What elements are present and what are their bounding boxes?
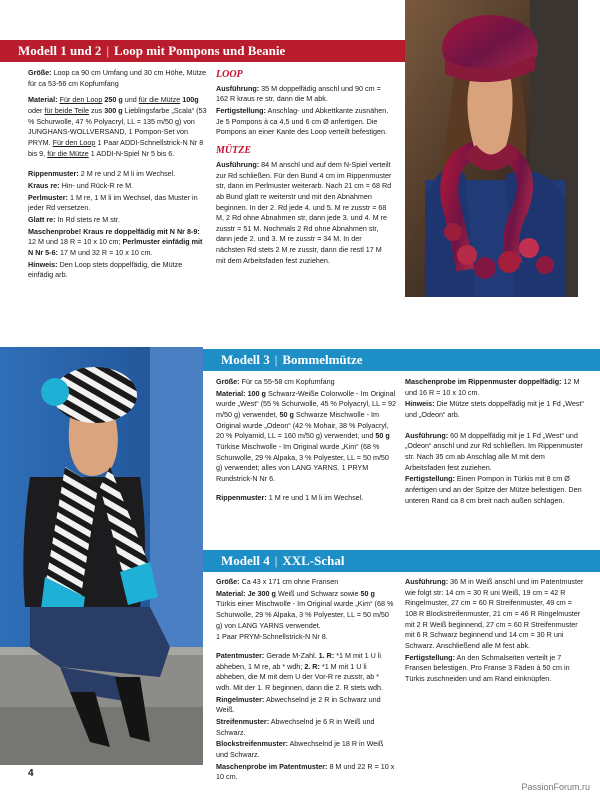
- perlmuster-paragraph: [28, 193, 208, 214]
- groesse-paragraph: [28, 68, 208, 89]
- groesse-paragraph: [216, 377, 396, 388]
- text: Lieblingsfarbe „Scala“ (53 % Schurwolle, 47 % Polyacryl, LL = 135 m/50 g) von JUNGHANS-WOLLVERSAND, 1 Pompon-Set von PRYM.: [28, 105, 207, 147]
- text: Ca 43 x 171 cm ohne Fransen: [241, 577, 339, 586]
- label: Maschenprobe im Patentmuster:: [216, 761, 328, 771]
- ausfuehrung-paragraph: [405, 431, 585, 474]
- material-loop-underlined: Für den Loop: [59, 95, 103, 105]
- text: Den Loop stets doppelfädig, die Mütze einfädig arb.: [28, 259, 183, 280]
- text: Die Mütze stets doppelfädig mit je 1 Fd „West“ und „Odeon“ arb.: [405, 399, 584, 419]
- text: Abwechselnd je 6 R in Weiß und Schwarz.: [216, 716, 375, 737]
- material-loop-underlined: Für den Loop: [52, 137, 96, 147]
- text: *1 M mit 1 U li abheben, die M mit dem U der Vor-R re zusstr, ab * wdh. Mit der 1. R beginnen, dann die 2. R stets wdh.: [216, 661, 384, 692]
- kraus-paragraph: [28, 181, 208, 192]
- label: Maschenprobe im Rippenmuster doppelfädig:: [405, 377, 562, 386]
- label: Streifenmuster:: [216, 716, 270, 726]
- heading-subtitle: XXL-Schal: [282, 553, 345, 568]
- ausfuehrung-paragraph: [405, 577, 585, 652]
- text: 1 ADDI-N-Spiel Nr 5 bis 6.: [90, 148, 175, 158]
- loop-subheading: LOOP: [216, 69, 243, 80]
- label: Rippenmuster:: [216, 492, 267, 502]
- label: Blockstreifenmuster:: [216, 739, 288, 749]
- streifenmuster-paragraph: [216, 717, 396, 738]
- text: 12 M und 16 R = 10 x 10 cm.: [405, 377, 580, 397]
- patentmuster-paragraph: [216, 651, 396, 694]
- text: oder: [28, 105, 43, 115]
- rippenmuster-paragraph: [28, 169, 208, 180]
- text: 17 M und 32 R = 10 x 10 cm.: [59, 247, 153, 257]
- text: Gerade M-Zahl.: [266, 650, 317, 660]
- text: 8 M und 22 R = 10 x 10 cm.: [216, 761, 395, 782]
- text: Anschlag- und Abkettkante zusnähen. Je 5 Pompons à ca 4,5 und 6 cm Ø anfertigen. Die Pompons an einer Kante des Loop verteilt befestigen.: [216, 106, 389, 137]
- section-heading-modell-4: [203, 550, 600, 572]
- text: und: [124, 95, 137, 105]
- photo-red-loop-beanie: [405, 0, 578, 297]
- material-weight: 50 g: [360, 588, 375, 598]
- maschenprobe-paragraph: [28, 227, 208, 259]
- label: Fertigstellung:: [405, 652, 455, 662]
- modell-4-left-column: [216, 577, 396, 789]
- label: Hinweis:: [28, 259, 58, 269]
- text: Loop ca 90 cm Umfang und 30 cm Höhe, Mütze für ca 53-56 cm Kopfumfang: [28, 68, 207, 88]
- label: Glatt re:: [28, 214, 56, 224]
- text: *1 M mit 1 U li abheben, 1 M re, ab * wdh;: [216, 650, 381, 671]
- label: Ausführung:: [216, 83, 260, 93]
- photo-striped-illustration: [0, 347, 203, 765]
- ringelmuster-paragraph: [216, 695, 396, 716]
- heading-separator: |: [274, 352, 278, 367]
- text: 1 M re, 1 M li im Wechsel, das Muster in jeder Rd versetzen.: [28, 192, 198, 213]
- text: An den Schmalseiten verteilt je 7 Fransen befestigen. Pro Franse 3 Fäden à 50 cm in Türkis zuschneiden und am Rand einknüpfen.: [405, 652, 570, 683]
- glatt-paragraph: [28, 215, 208, 226]
- material-weight: 50 g: [279, 409, 294, 419]
- material-weight: 100 g: [247, 388, 266, 398]
- hinweis-paragraph: [405, 399, 585, 420]
- maschenprobe-paragraph: [405, 377, 585, 398]
- label: Patentmuster:: [216, 650, 265, 660]
- loop-fertigstellung-paragraph: [216, 106, 392, 138]
- heading-title: Modell 1 und 2: [18, 43, 102, 58]
- modell-3-left-column: [216, 377, 396, 509]
- watermark: PassionForum.ru: [521, 782, 590, 792]
- text: In Rd stets re M str.: [57, 214, 120, 224]
- text: Türkis einer Mischwolle - Im Original wurde „Kim“ (68 % Schurwolle, 29 % Alpaka, 3 % Polyester, LL = 50 m/50 g) von LANG YARNS verwendet.: [216, 599, 394, 630]
- material-weight: 100g: [182, 95, 199, 105]
- label: Hinweis:: [405, 399, 435, 409]
- label: Maschenprobe! Kraus re doppelfädig mit N Nr 8-9:: [28, 226, 200, 236]
- fertigstellung-paragraph: [405, 653, 585, 685]
- heading-separator: |: [274, 553, 278, 568]
- maschenprobe-paragraph: [216, 762, 396, 783]
- section-heading-modell-3: [203, 349, 600, 371]
- material-paragraph: [216, 589, 396, 632]
- text: Für ca 55-58 cm Kopfumfang: [241, 377, 335, 386]
- label: Größe:: [28, 68, 52, 77]
- heading-separator: |: [106, 43, 110, 58]
- label: Größe:: [216, 577, 240, 586]
- text: 1 Paar PRYM-Schnellstrick-N Nr 8.: [216, 632, 328, 642]
- label: Rippenmuster:: [28, 169, 79, 179]
- heading-title: Modell 3: [221, 352, 270, 367]
- label: Material:: [216, 388, 246, 398]
- material-weight: 50 g: [375, 431, 390, 441]
- material-muetze-underlined: für die Mütze: [47, 148, 89, 158]
- fertigstellung-paragraph: [405, 474, 585, 506]
- text: Hin- und Rück-R re M.: [61, 180, 134, 190]
- text: 36 M in Weiß anschl und im Patentmuster wie folgt str: 14 cm = 30 R uni Weiß, 19 cm = 42 R Ringelmuster, 27 cm = 60 R Streifenmuster, 49 cm = 108 R Blockstreifenmuster, 21 cm = 46 R Ringelmuster mit 2 R Weiß beginnend, 27 cm = 60 R Streifenmuster mit 6 R Schwarz beginnend und 14 cm = 30 R uni Schwarz. Anschließend alle M fest abk.: [405, 577, 584, 650]
- text: Türkise Mischwolle - Im Original wurde „Kim“ (68 % Schurwolle, 29 % Alpaka, 3 % Polyester, LL = 50 m/50 g) verwendet; alles von LANG YARNS. 1 PRYM Rundstrick-N Nr 6.: [216, 441, 389, 483]
- modell-1-instructions-column: [216, 66, 392, 272]
- label: Ausführung:: [216, 159, 260, 169]
- label: Kraus re:: [28, 180, 60, 190]
- label: Fertigstellung:: [216, 106, 266, 116]
- label: Material:: [216, 588, 246, 598]
- modell-3-right-column: [405, 377, 585, 512]
- blockstreifenmuster-paragraph: [216, 739, 396, 760]
- hinweis-paragraph: [28, 260, 208, 281]
- text: 60 M doppelfädig mit je 1 Fd „West“ und „Odeon“ anschl und zur Rd schließen. Im Rippenmuster str. Nach 35 cm ab Anschlag alle M mit dem Arbeitsfaden fest zuziehen.: [405, 430, 583, 472]
- text: 1 M re und 1 M li im Wechsel.: [268, 492, 364, 502]
- material-muetze-underlined: für die Mütze: [138, 95, 181, 105]
- text: Schwarz-Weiße Colorwolle - Im Original wurde „West“ (55 % Schurwolle, 45 % Polyacryl, LL = 92 m/50 g) verwendet,: [216, 388, 396, 419]
- page-number: 4: [28, 768, 34, 779]
- label: Ausführung:: [405, 430, 449, 440]
- modell-1-materials-column: [28, 68, 208, 287]
- text: 12 M und 18 R = 10 x 10 cm;: [28, 237, 121, 247]
- muetze-subheading: MÜTZE: [216, 145, 251, 157]
- modell-4-right-column: [405, 577, 585, 691]
- label: Material:: [28, 95, 58, 105]
- material-weight: 300 g: [104, 105, 123, 115]
- material-paragraph: [216, 389, 396, 485]
- text: Abwechselnd je 18 R in Weiß und Schwarz.: [216, 739, 384, 759]
- heading-title: Modell 4: [221, 553, 270, 568]
- loop-ausfuehrung-paragraph: [216, 84, 392, 105]
- label: Größe:: [216, 377, 240, 386]
- label: Ausführung:: [405, 577, 449, 586]
- groesse-paragraph: [216, 577, 396, 588]
- label: Ringelmuster:: [216, 694, 265, 704]
- text: Abwechselnd je 2 R in Schwarz und Weiß.: [216, 694, 381, 715]
- text: 84 M anschl und auf dem N-Spiel verteilt zur Rd schließen. Für den Bund 4 cm im Rippenmuster str, dann im Perlmuster weiterarb. Nach 21 cm = 68 Rd ab Bund glatt re weiterstr und mit den Abnahmen beginnen. In der 2. Rd jede 4. und 5. M re zusstr = 68 M, 2 Rd ohne Abnahmen str, dann jede 3. und 4. M re zusstr = 51 M. Nochmals 2 Rd ohne Abnahmen str, dann jede 2. und 3. M re zusstr = 34 M. In der nächsten Rd stets 2 M re zusstr, dann die restl 17 M mit dem Arbeitsfaden fest zuziehen.: [216, 159, 392, 265]
- needles-paragraph: [216, 632, 396, 643]
- label: Fertigstellung:: [405, 474, 455, 484]
- photo-red-loop-illustration: [405, 0, 578, 297]
- text: Schwarze Mischwolle - Im Original wurde „Odeon“ (42 % Mohair, 38 % Polyacryl, 20 % Polyamid, LL = 160 m/50 g) verwendet, und: [216, 409, 389, 441]
- text: zus: [91, 105, 103, 115]
- text: Einen Pompon in Türkis mit 8 cm Ø anfertigen und an der Spitze der Mütze befestigen. Den unteren Rand ca 8 cm breit nach außen schlagen.: [405, 474, 582, 505]
- text: 35 M doppelfädig anschl und 90 cm = 162 R kraus re str, dann die M abk.: [216, 83, 381, 104]
- heading-subtitle: Loop mit Pompons und Beanie: [114, 43, 286, 58]
- muetze-ausfuehrung-paragraph: [216, 160, 392, 267]
- text: 1 Paar ADDI-Schnellstrick-N Nr 8 bis 9,: [28, 137, 204, 158]
- label: Perlmuster:: [28, 192, 68, 202]
- text: 2 M re und 2 M li im Wechsel.: [80, 169, 176, 179]
- material-weight: 250 g: [104, 95, 123, 105]
- section-heading-modell-1-2: [0, 40, 405, 62]
- material-beide-underlined: für beide Teile: [44, 105, 90, 115]
- heading-subtitle: Bommelmütze: [282, 352, 363, 367]
- text: Weiß und Schwarz sowie: [277, 588, 359, 598]
- photo-striped-hat-scarf: [0, 347, 203, 765]
- material-paragraph: [28, 95, 208, 159]
- label: Perlmuster einfädig mit N Nr 5-6:: [28, 237, 203, 257]
- row-label: 1. R:: [318, 650, 335, 660]
- material-weight: Je 300 g: [247, 588, 276, 598]
- rippenmuster-paragraph: [216, 493, 396, 504]
- row-label: 2. R:: [304, 661, 320, 671]
